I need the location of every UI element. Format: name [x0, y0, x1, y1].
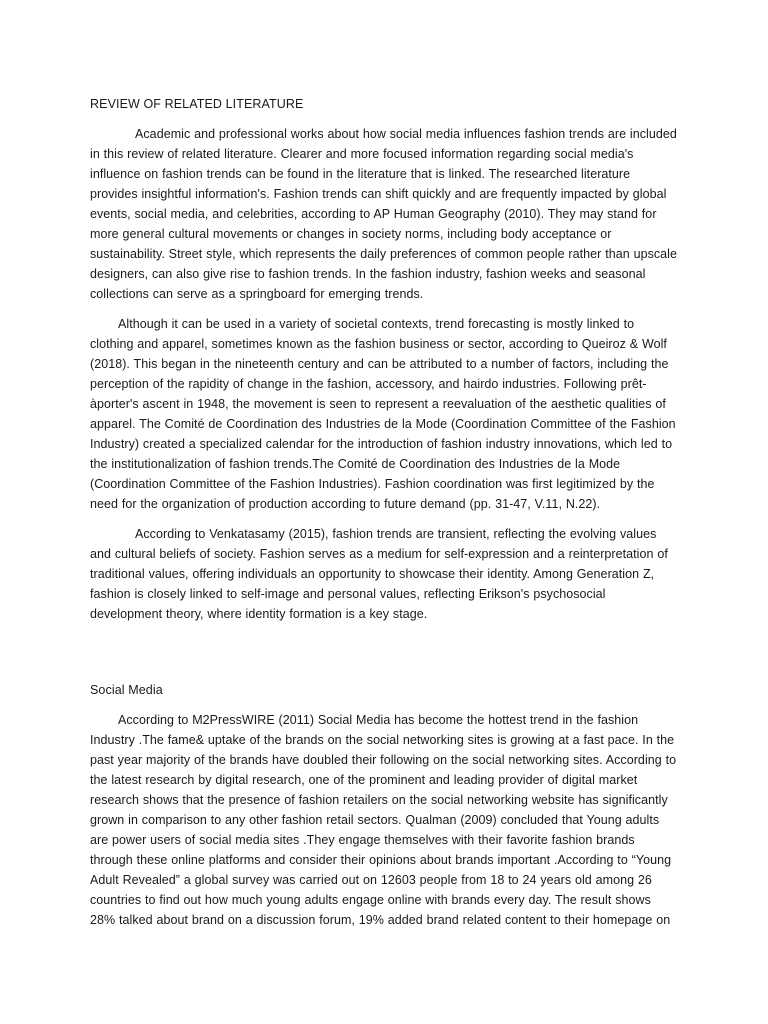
paragraph-venkatasamy: According to Venkatasamy (2015), fashion trends are transient, reflecting the evolving values and cultural beliefs of society. Fashion serves as a medium for self-expression and a reinterpretation of traditional values, offering individuals an opportunity to showcase their identity. Among Generation Z, fashion is closely linked to self-image and personal values, reflecting Erikson's psychosocial development theory, where identity formation is a key stage.	[90, 527, 668, 621]
paragraph-trend-forecasting: Although it can be used in a variety of societal contexts, trend forecasting is mostly linked to clothing and apparel, sometimes known as the fashion business or sector, according to Queiroz & Wolf (2018). This began in the nineteenth century and can be attributed to a number of factors, including the perception of the rapidity of change in the fashion, accessory, and hairdo industries. Following prêt-àporter's ascent in 1948, the movement is seen to represent a reevaluation of the aesthetic qualities of apparel. The Comité de Coordination des Industries de la Mode (Coordination Committee of the Fashion Industry) created a specialized calendar for the introduction of fashion industry innovations, which led to the institutionalization of fashion trends.The Comité de Coordination des Industries de la Mode (Coordination Committee of the Fashion Industries). Fashion coordination was first legitimized by the need for the organization of production according to future demand (pp. 31-47, V.11, N.22).	[90, 317, 676, 511]
paragraph-intro: Academic and professional works about how social media influences fashion trends are included in this review of related literature. Clearer and more focused information regarding social media's influence on fashion trends can be found in the literature that is linked. The researched literature provides insightful information's. Fashion trends can shift quickly and are frequently impacted by global events, social media, and celebrities, according to AP Human Geography (2010). They may stand for more general cultural movements or changes in society norms, including body acceptance or sustainability. Street style, which represents the daily preferences of common people rather than upscale designers, can also give rise to fashion trends. In the fashion industry, fashion weeks and seasonal collections can serve as a springboard for emerging trends.	[90, 127, 677, 301]
paragraph-social-media: According to M2PressWIRE (2011) Social Media has become the hottest trend in the fashion Industry .The fame& uptake of the brands on the social networking sites is growing at a fast pace. In the past year majority of the brands have doubled their following on the social networking sites. According to the latest research by digital research, one of the prominent and leading provider of digital market research shows that the presence of fashion retailers on the social networking website has significantly grown in comparison to any other fashion retail sectors. Qualman (2009) concluded that Young adults are power users of social media sites .They engage themselves with their favorite fashion brands through these online platforms and consider their opinions about brands important .According to “Young Adult Revealed” a global survey was carried out on 12603 people from 18 to 24 years old among 26 countries to find out how much young adults engage online with brands every day. The result shows 28% talked about brand on a discussion forum, 19% added brand related content to their homepage on	[90, 713, 677, 927]
section-heading-social-media: Social Media	[90, 683, 163, 697]
page-title: REVIEW OF RELATED LITERATURE	[90, 97, 304, 111]
section-spacer	[90, 634, 678, 660]
